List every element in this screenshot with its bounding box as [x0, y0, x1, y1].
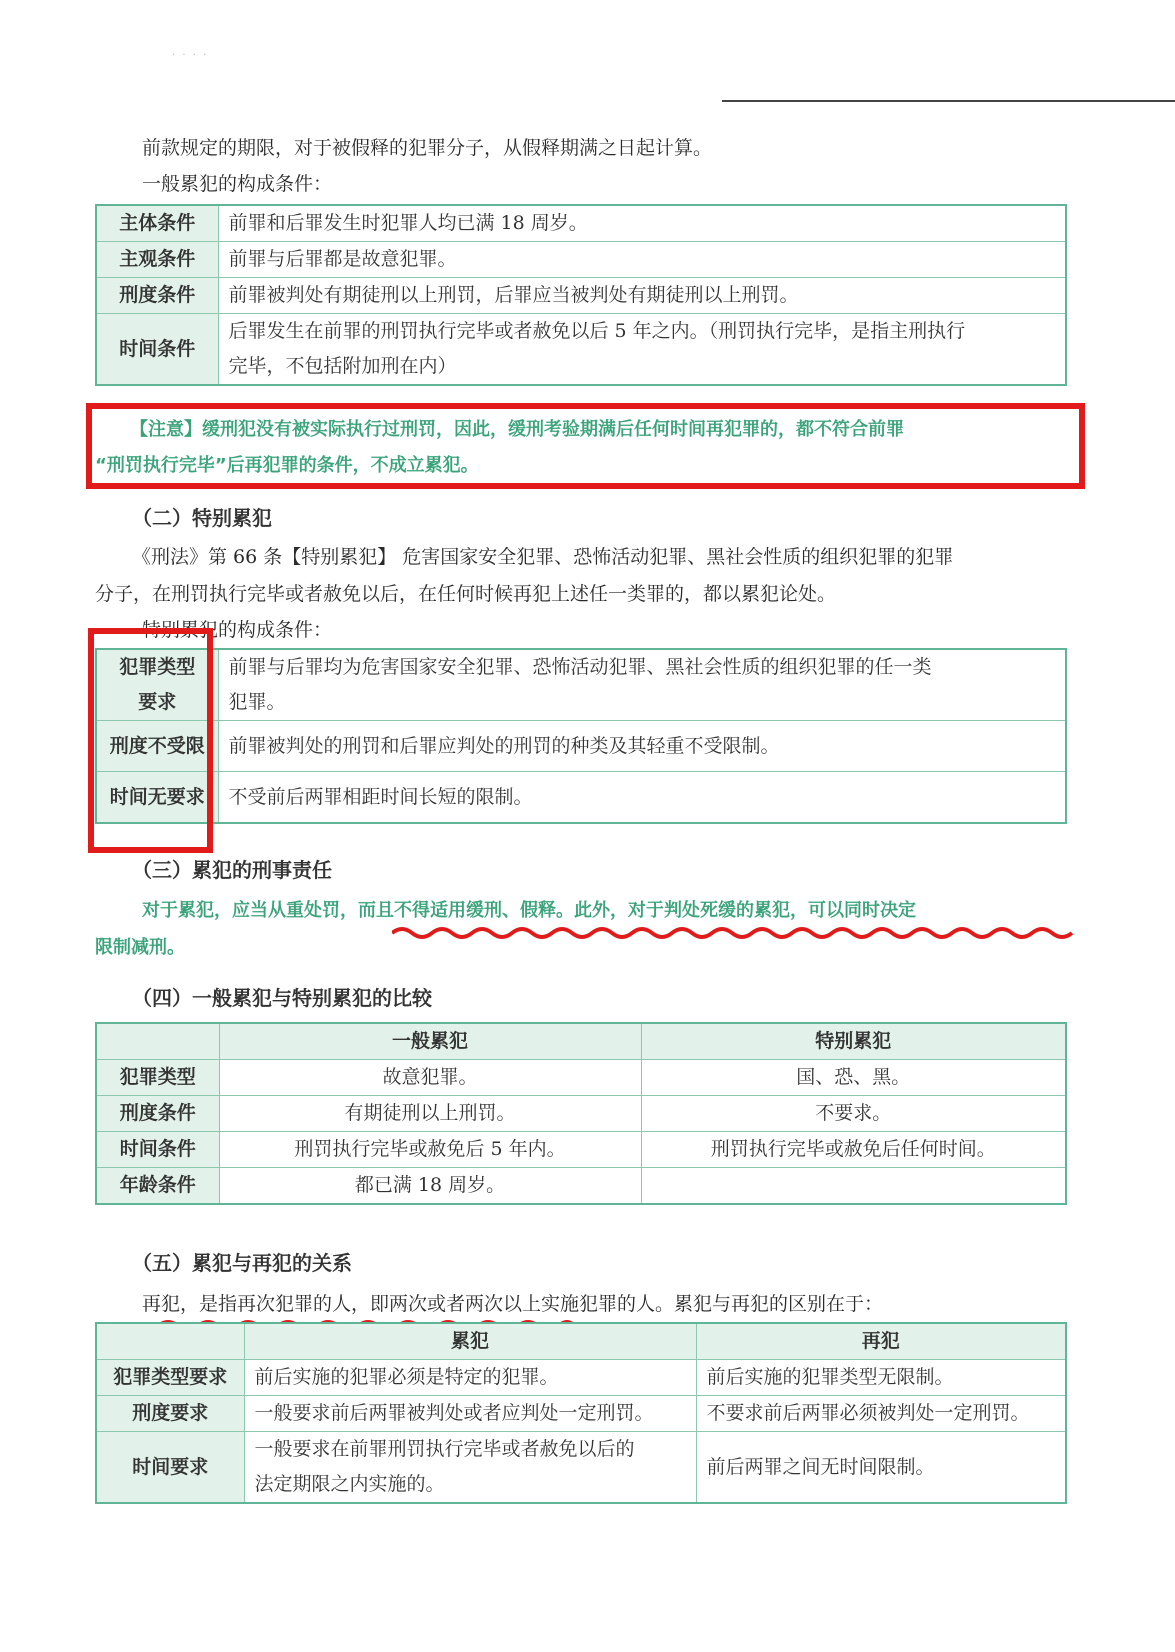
note-line-1: 【注意】缓刑犯没有被实际执行过刑罚，因此，缓刑考验期满后任何时间再犯罪的，都不符合前罪 [130, 419, 904, 440]
row-label: 刑度条件 [96, 1096, 219, 1132]
row-label: 时间要求 [96, 1432, 244, 1504]
section-2-heading: （二）特别累犯 [132, 506, 272, 530]
row-text: 前罪被判处有期徒刑以上刑罚，后罪应当被判处有期徒刑以上刑罚。 [218, 278, 1066, 314]
row-label: 犯罪类型 [96, 1060, 219, 1096]
law-line-2: 分子，在刑罚执行完毕或者赦免以后，在任何时候再犯上述任一类罪的，都以累犯论处。 [95, 583, 837, 605]
intro-line-1: 前款规定的期限，对于被假释的犯罪分子，从假释期满之日起计算。 [142, 137, 713, 159]
table-cell-line-1: 一般要求在前罪刑罚执行完毕或者赦免以后的 [254, 1438, 635, 1460]
table-row [96, 1060, 1066, 1096]
row-label: 时间条件 [96, 314, 218, 386]
row-label: 犯罪类型要求 [96, 1360, 244, 1396]
table-row [96, 1132, 1066, 1168]
table-cell: 都已满 18 周岁。 [219, 1168, 641, 1205]
column-header: 一般累犯 [219, 1023, 641, 1060]
special-conditions-intro: 特别累犯的构成条件： [142, 619, 333, 641]
column-header [96, 1023, 219, 1060]
red-annotation-box [86, 403, 1085, 489]
row-text [218, 314, 1066, 386]
table-cell: 前后两罪之间无时间限制。 [696, 1432, 1066, 1504]
row-label: 刑度条件 [96, 278, 218, 314]
table-row [96, 242, 1066, 278]
row-text-line-2: 犯罪。 [228, 691, 286, 713]
section-5-intro: 再犯，是指再次犯罪的人，即两次或者两次以上实施犯罪的人。累犯与再犯的区别在于： [142, 1293, 884, 1315]
table-row [96, 772, 1066, 824]
note-line-2: “刑罚执行完毕”后再犯罪的条件，不成立累犯。 [95, 455, 479, 476]
table-row [96, 205, 1066, 242]
section-3-line-1: 对于累犯，应当从重处罚，而且不得适用缓刑、假释。此外，对于判处死缓的累犯，可以同时决定 [142, 900, 916, 921]
section-3-line-2: 限制减刑。 [95, 937, 185, 958]
section-4-heading: （四）一般累犯与特别累犯的比较 [132, 986, 432, 1010]
column-header [96, 1323, 244, 1360]
row-label: 时间条件 [96, 1132, 219, 1168]
general-conditions-table [95, 204, 1067, 386]
row-text-line-2: 完毕，不包括附加刑在内） [228, 355, 457, 377]
header-rule [722, 100, 1175, 102]
special-conditions-table [95, 648, 1067, 824]
table-cell: 刑罚执行完毕或赦免后任何时间。 [641, 1132, 1066, 1168]
table-cell: 国、恐、黑。 [641, 1060, 1066, 1096]
row-label: 时间无要求 [96, 772, 218, 824]
table-row [96, 1360, 1066, 1396]
table-row [96, 1168, 1066, 1205]
table-row [96, 278, 1066, 314]
row-label-line-2: 要求 [138, 691, 177, 713]
row-text: 前罪和后罪发生时犯罪人均已满 18 周岁。 [218, 205, 1066, 242]
row-text [218, 649, 1066, 721]
row-text: 前罪与后罪都是故意犯罪。 [218, 242, 1066, 278]
table-cell [244, 1432, 696, 1504]
row-label: 年龄条件 [96, 1168, 219, 1205]
intro-line-2: 一般累犯的构成条件： [142, 173, 333, 195]
table-row [96, 314, 1066, 386]
row-text-line-1: 后罪发生在前罪的刑罚执行完毕或者赦免以后 5 年之内。（刑罚执行完毕，是指主刑执行 [228, 320, 966, 342]
red-annotation-box [88, 628, 213, 853]
comparison-table [95, 1022, 1067, 1205]
table-row [96, 1396, 1066, 1432]
table-cell [641, 1168, 1066, 1205]
scan-specks: · · · · [172, 50, 209, 61]
recidivism-repeat-offender-table [95, 1322, 1067, 1504]
table-cell: 前后实施的犯罪类型无限制。 [696, 1360, 1066, 1396]
table-header-row [96, 1023, 1066, 1060]
table-cell-line-2: 法定期限之内实施的。 [254, 1473, 445, 1495]
table-row [96, 721, 1066, 772]
wavy-underline [392, 924, 1092, 942]
table-cell: 故意犯罪。 [219, 1060, 641, 1096]
row-text: 前罪被判处的刑罚和后罪应判处的刑罚的种类及其轻重不受限制。 [218, 721, 1066, 772]
row-label: 主观条件 [96, 242, 218, 278]
table-row [96, 649, 1066, 721]
column-header: 特别累犯 [641, 1023, 1066, 1060]
section-3-heading: （三）累犯的刑事责任 [132, 858, 332, 882]
column-header: 再犯 [696, 1323, 1066, 1360]
table-cell: 不要求。 [641, 1096, 1066, 1132]
table-cell: 不要求前后两罪必须被判处一定刑罚。 [696, 1396, 1066, 1432]
table-cell: 前后实施的犯罪必须是特定的犯罪。 [244, 1360, 696, 1396]
column-header: 累犯 [244, 1323, 696, 1360]
section-5-heading: （五）累犯与再犯的关系 [132, 1251, 352, 1275]
row-label: 刑度要求 [96, 1396, 244, 1432]
row-text-line-1: 前罪与后罪均为危害国家安全犯罪、恐怖活动犯罪、黑社会性质的组织犯罪的任一类 [228, 656, 932, 678]
law-line-1: 《刑法》第 66 条【特别累犯】 危害国家安全犯罪、恐怖活动犯罪、黑社会性质的组织犯罪的犯罪 [132, 546, 954, 568]
row-text: 不受前后两罪相距时间长短的限制。 [218, 772, 1066, 824]
table-header-row [96, 1323, 1066, 1360]
row-label-line-1: 犯罪类型 [119, 656, 196, 678]
table-cell: 有期徒刑以上刑罚。 [219, 1096, 641, 1132]
table-cell: 一般要求前后两罪被判处或者应判处一定刑罚。 [244, 1396, 696, 1432]
row-label: 刑度不受限 [96, 721, 218, 772]
table-row [96, 1432, 1066, 1504]
table-row [96, 1096, 1066, 1132]
row-label: 主体条件 [96, 205, 218, 242]
table-cell: 刑罚执行完毕或赦免后 5 年内。 [219, 1132, 641, 1168]
